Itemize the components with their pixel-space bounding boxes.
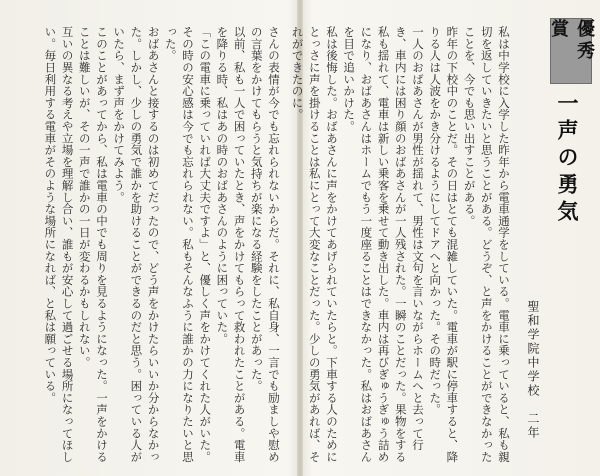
right-page-body-text [290,26,512,466]
left-page-paragraphs: さんの表情が今でも忘れられないからだ。それに、私自身、一言でも励ましや慰めの言葉をかけてもらうと気持ちが楽になる経験をしたことがあった。 以前、私も一人で困っていたとき、声をかけてもらって救われたことがある。電車を降りる時、私はあの時のおばあさんのように困っていた。 「この電車に乗っていれば大丈夫ですよ」と、優しく声をかけてくれた人がいた。その時の安心感は今でも忘れられない。私もそんなふうに誰かの力になりたいと思った。 おばあさんと接するのは初めてだったので、どう声をかけたらいいか分からなかった。しかし、少しの勇気で誰かを助けることができるのだと思う。困っている人がいたら、まず声をかけてみよう。 このことがあってから、私は電車の中でも周りを見るようになった。一声をかけることは難しいが、その一声で誰かの一日が変わるかもしれない。 互いの異なる考えや立場を理解し合い、誰もが安心して過ごせる場所になってほしい。毎日利用する電車がそのような場所になれば、と私は願っている。 [43,26,281,463]
award-label: 優秀賞 [550,18,592,84]
right-page-paragraphs: 私は中学校に入学した昨年から電車通学をしている。電車に乗っていると、私も親切を返していきたいと思うことがある。どうぞ、と声をかけることができなかったことを、今でも思い出すことがある。 昨年の下校中のことだ。その日はとても混雑していた。電車が駅に停車すると、降りる人は人波をかき分けるようにしてドアへと向かった。その時だった。 一人のおばあさんが男性が揺れて、男性は文句を言いながらホームへと去って行き、車内には困り顔のおばあさんが一人残された。一瞬のことだった。果物をする私も揺れて、電車は新しい乗客を乗せて動き出した。車内は再びぎゅうぎゅう詰めになり、おばあさんはホームでもう一度座ることはできなかった。私はおばあさんを目で追いかけた。 私は後悔した。おばあさんに声をかけてあげられていたらと。下車する人のためにとっさに声を掛けることは私にとって大変なことだった。少しの勇気があれば、それができたのに。 [290,26,511,463]
author-byline: 聖和学院中学校 二年 [526,300,540,440]
essay-title: 一声の勇気 [555,92,580,227]
right-page [290,0,600,476]
left-page [0,0,298,476]
left-page-body-text [12,26,282,466]
